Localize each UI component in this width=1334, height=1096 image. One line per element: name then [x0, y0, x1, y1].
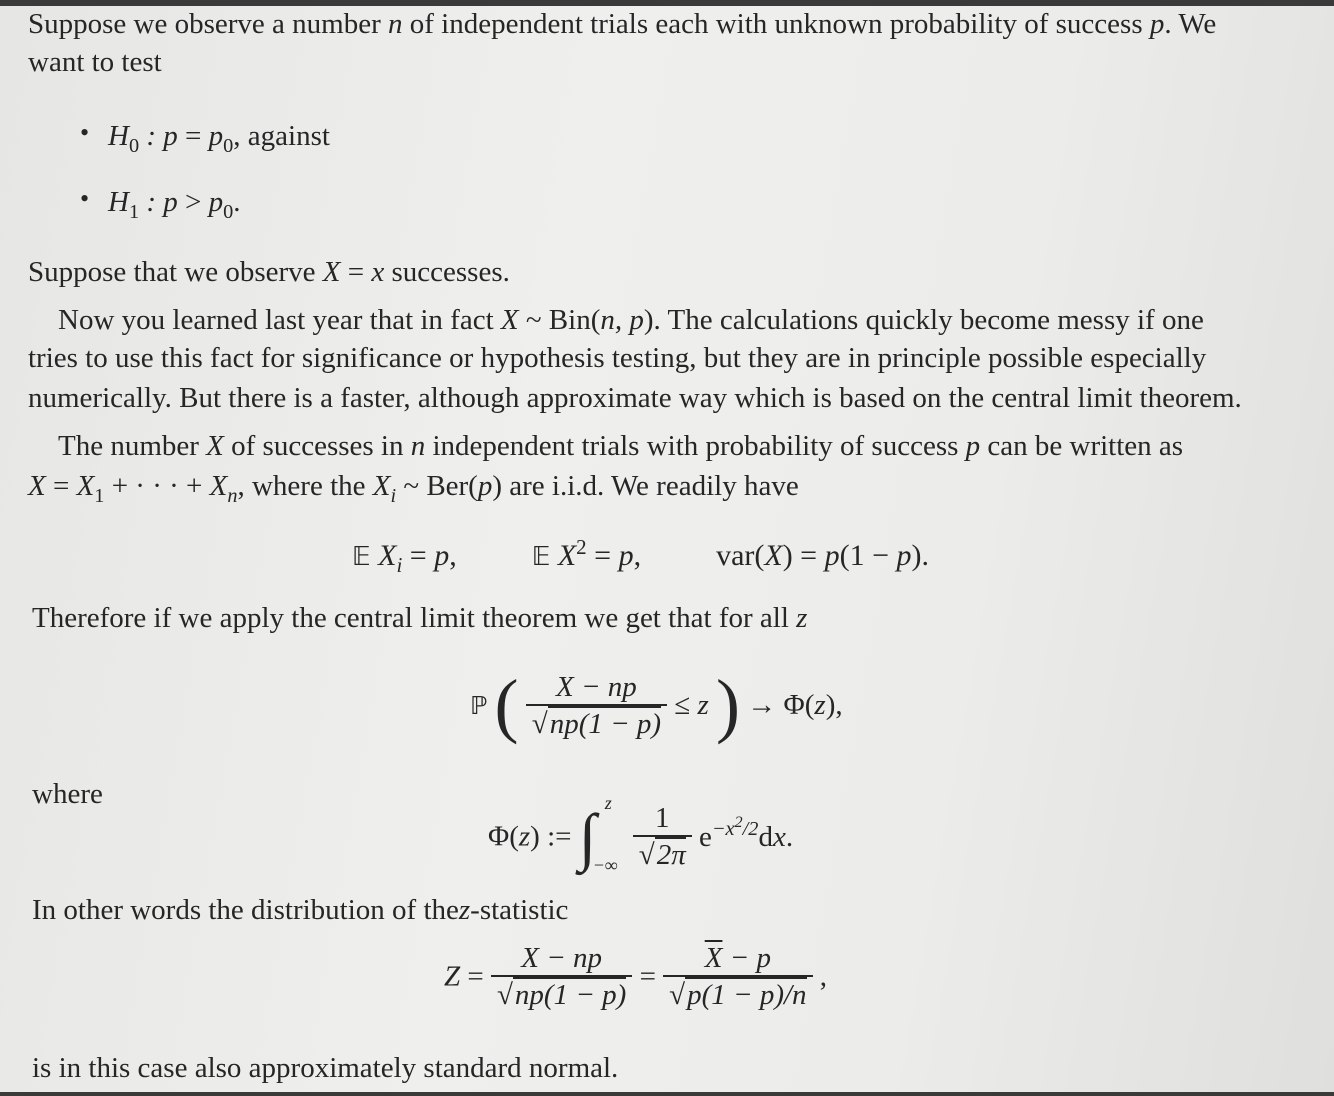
clt-line: Therefore if we apply the central limit theorem we get that for all z: [32, 602, 808, 634]
where-text: where: [32, 778, 103, 810]
math-n: n: [388, 8, 403, 40]
math-p: p: [1149, 8, 1165, 40]
observe-text-a: Suppose that we observe: [28, 256, 316, 288]
zstat-text-b: -statistic: [470, 894, 569, 926]
intro-line-2: [28, 44, 162, 80]
binomial-text-d: numerically. But there is a faster, although approximate way which is based on the central limit theorem.: [28, 382, 1242, 414]
binomial-text-b: The calculations quickly become messy if one: [667, 304, 1204, 336]
bullet-dot-2: •: [80, 184, 90, 213]
bernoulli-text-c: independent trials with probability of success: [432, 430, 959, 462]
bullet-dot-1: •: [80, 118, 90, 147]
bottom-border: [0, 1092, 1334, 1096]
bernoulli-text-a: The number: [58, 430, 199, 462]
intro-line-1: Suppose we observe a number n of independent trials each with unknown probability of success p. We: [28, 8, 1217, 40]
binomial-line-1: Now you learned last year that in fact X ~ Bin(n, p). The calculations quickly become messy if one: [58, 304, 1204, 336]
binomial-line-3: [28, 380, 1242, 416]
bernoulli-line-2: $X = X_1$ + · · · + $X_n$, where the $X_i$ ~ Ber(p) are i.i.d. We readily have: [28, 470, 799, 507]
observe-text-b: successes.: [391, 256, 510, 288]
hypothesis-h0: $H_0$ : $p = p_0$, against: [108, 120, 330, 157]
binomial-text-a: Now you learned last year that in fact: [58, 304, 494, 336]
expectation-equation: 𝔼 $X_i = p$, 𝔼 $X^2 = p$, var(X) = p(1 − p).: [352, 535, 930, 577]
intro-text-a: Suppose we observe a number: [28, 8, 381, 40]
observe-line: Suppose that we observe X = x successes.: [28, 256, 510, 288]
bernoulli-text-b: of successes in: [231, 430, 404, 462]
bernoulli-text-e: where the: [251, 470, 366, 502]
z-equation: Z = $\frac{X - np}{√np(1 - p)}$ = $\frac{\overline{X} - p}{√p(1 - p)/n}$ ,: [444, 942, 828, 1011]
clt-equation: ℙ ( $\frac{X - np}{√np(1 - p)}$ ≤ z ) → Φ(z),: [470, 665, 843, 745]
intro-text-c: want to test: [28, 46, 162, 78]
conclusion-line: [32, 1050, 618, 1086]
conclusion-text: is in this case also approximately standard normal.: [32, 1052, 619, 1084]
where-label: [32, 776, 103, 812]
intro-text-b: of independent trials each with unknown probability of success: [409, 8, 1143, 40]
zstat-line: In other words the distribution of thez-statistic: [32, 894, 569, 926]
phi-definition: Φ(z) := ∫ z −∞ $\frac{1}{√2\pi}$ $e^{-x^2/2}dx$.: [488, 793, 794, 875]
bernoulli-text-f: are i.i.d. We readily have: [509, 470, 799, 502]
binomial-line-2: [28, 340, 1206, 376]
bernoulli-text-d: can be written as: [987, 430, 1184, 462]
hypothesis-h1: $H_1$ : $p > p_0$.: [108, 186, 241, 223]
bernoulli-line-1: The number X of successes in n independent trials with probability of success p can be written as: [58, 430, 1184, 462]
binomial-text-c: tries to use this fact for significance or hypothesis testing, but they are in principle possible especially: [28, 342, 1207, 374]
zstat-text-a: In other words the distribution of the: [32, 894, 459, 926]
against-text: against: [247, 120, 330, 152]
clt-text: Therefore if we apply the central limit theorem we get that for all: [32, 602, 789, 634]
